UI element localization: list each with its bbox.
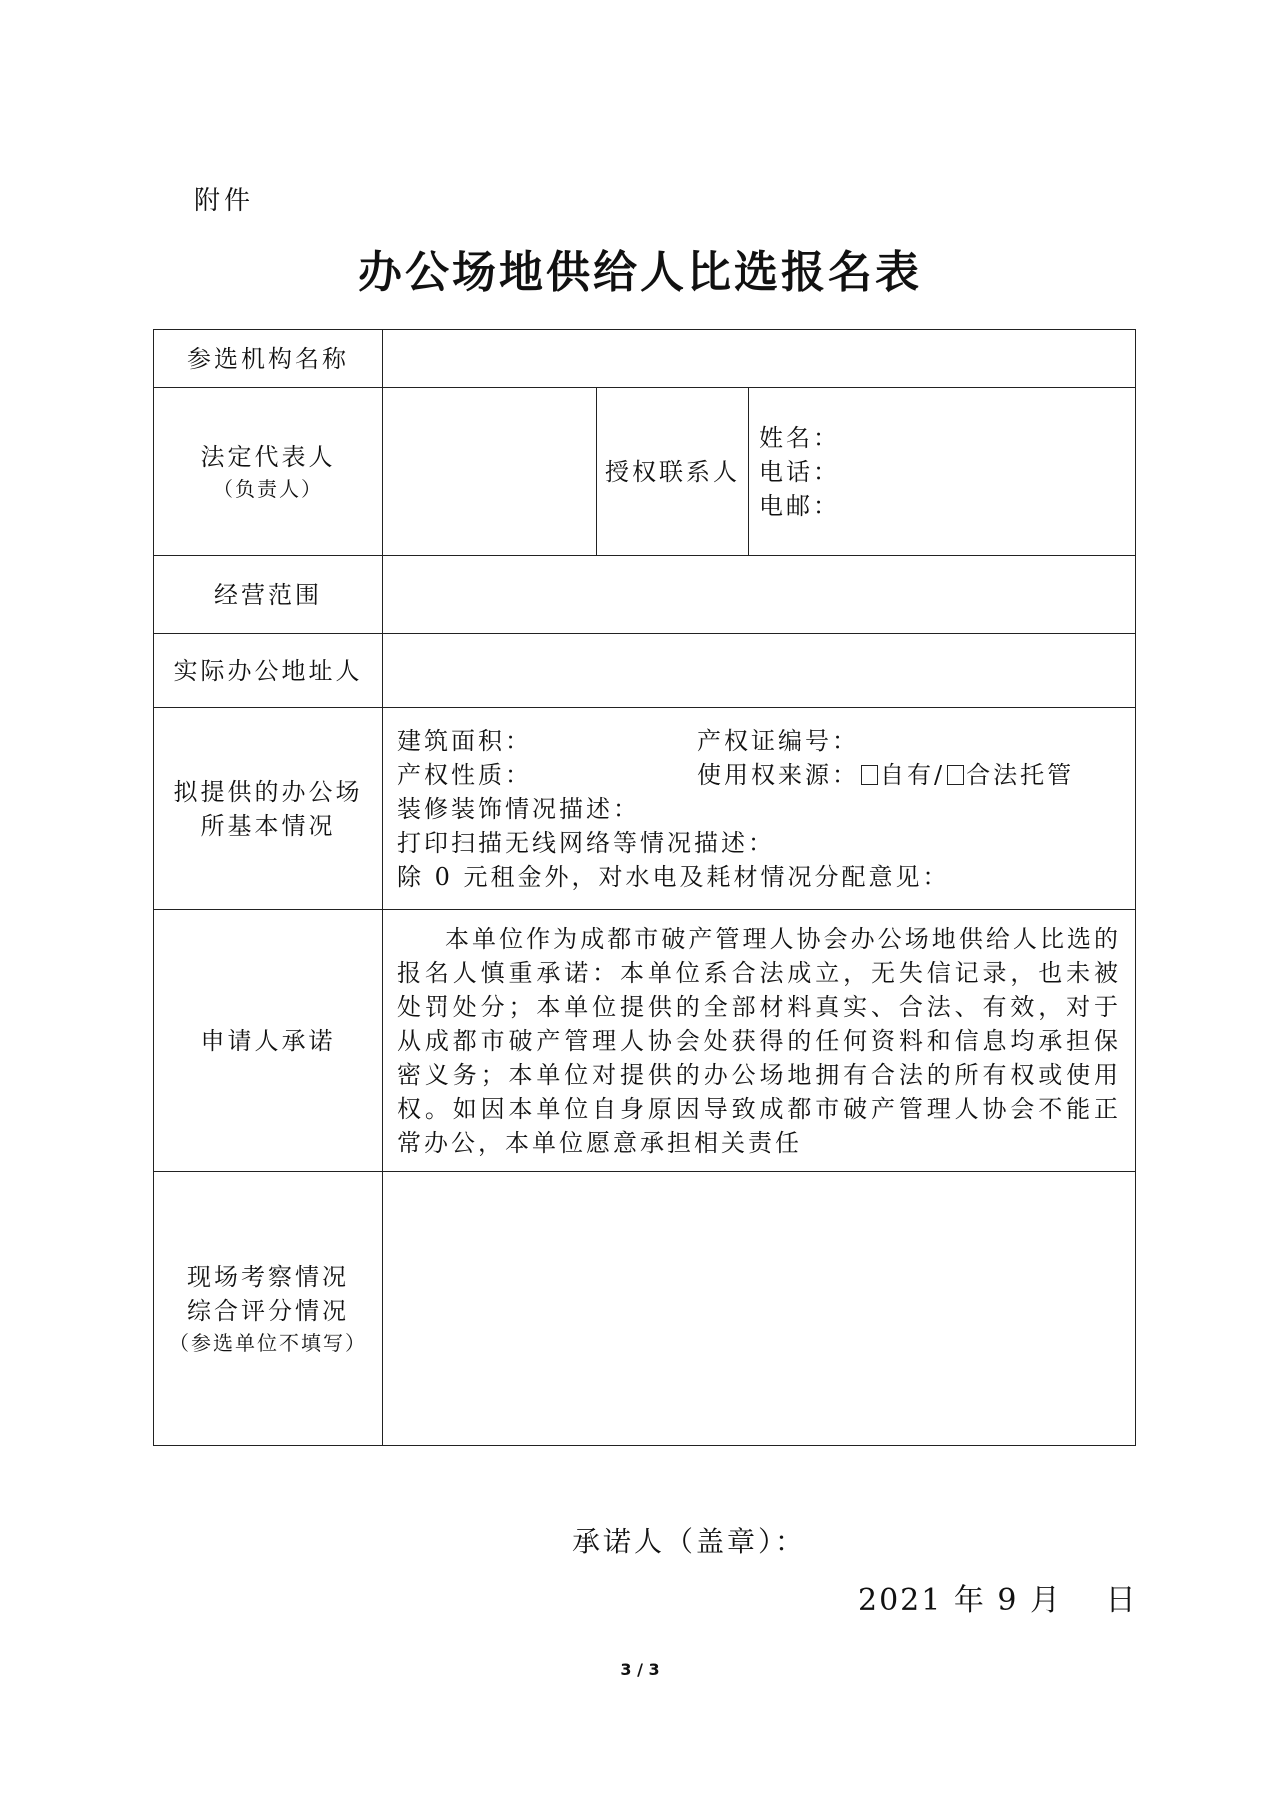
premises-label-line2: 所基本情况 [200,811,336,840]
promisor-signature: 承诺人（盖章）： [572,1525,807,1558]
date-line: 2021 年 9 月 日 [858,1583,1138,1618]
inspection-label-line1: 现场考察情况 [187,1262,349,1291]
row-business-scope [154,556,1136,634]
attachment-label: 附件 [194,186,255,216]
page-number: 3 / 3 [620,1660,660,1679]
utilities-field[interactable]: 除 0 元租金外，对水电及耗材情况分配意见： [397,862,950,891]
page-title: 办公场地供给人比选报名表 [358,247,922,298]
use-source-label: 使用权来源： [697,760,859,789]
contact-phone: 电话： [759,457,840,486]
org-name-label: 参选机构名称 [154,330,383,388]
use-source-field [697,758,1074,792]
contact-name: 姓名： [759,423,840,452]
row-legal-rep [154,388,1136,556]
pledge-label: 申请人承诺 [154,910,383,1172]
row-premises [154,708,1136,910]
row-office-address [154,634,1136,708]
premises-line-2 [397,758,1121,792]
row-pledge [154,910,1136,1172]
nature-field[interactable]: 产权性质： [397,760,532,789]
legal-rep-label: 法定代表人 [200,442,336,471]
network-field[interactable]: 打印扫描无线网络等情况描述： [397,828,775,857]
row-org-name [154,330,1136,388]
legal-rep-label-cell [154,388,383,556]
self-owned-label: 自有/ [880,760,946,789]
pledge-text: 本单位作为成都市破产管理人协会办公场地供给人比选的报名人慎重承诺：本单位系合法成立，无失信记录，也未被处罚处分；本单位提供的全部材料真实、合法、有效，对于从成都市破产管理人协会处获得的任何资料和信息均承担保密义务；本单位对提供的办公场地拥有合法的所有权或使用权。如因本单位自身原因导致成都市破产管理人协会不能正常办公，本单位愿意承担相关责任 [383,910,1136,1172]
inspection-label-line2: 综合评分情况 [187,1296,349,1325]
office-address-field[interactable] [383,634,1136,708]
cert-no-field[interactable]: 产权证编号： [697,726,859,755]
registration-form-table [153,329,1136,1446]
business-scope-label: 经营范围 [154,556,383,634]
self-owned-checkbox[interactable] [861,765,878,785]
business-scope-field[interactable] [383,556,1136,634]
org-name-field[interactable] [383,330,1136,388]
premises-label-line1: 拟提供的办公场 [173,777,363,806]
contact-label: 授权联系人 [597,388,749,556]
premises-label-cell [154,708,383,910]
inspection-label-cell [154,1172,383,1446]
decoration-field[interactable]: 装修装饰情况描述： [397,794,640,823]
legal-custody-label: 合法托管 [966,760,1075,789]
premises-line-1 [397,724,1121,758]
office-address-label: 实际办公地址人 [154,634,383,708]
area-field[interactable]: 建筑面积： [397,726,532,755]
inspection-field [383,1172,1136,1446]
contact-field[interactable] [749,388,1136,556]
inspection-note: （参选单位不填写） [169,1330,367,1355]
legal-custody-checkbox[interactable] [947,765,964,785]
premises-details [383,708,1136,910]
contact-email: 电邮： [759,491,840,520]
row-inspection [154,1172,1136,1446]
legal-rep-field[interactable] [383,388,597,556]
legal-rep-sub-label: （负责人） [213,476,323,501]
